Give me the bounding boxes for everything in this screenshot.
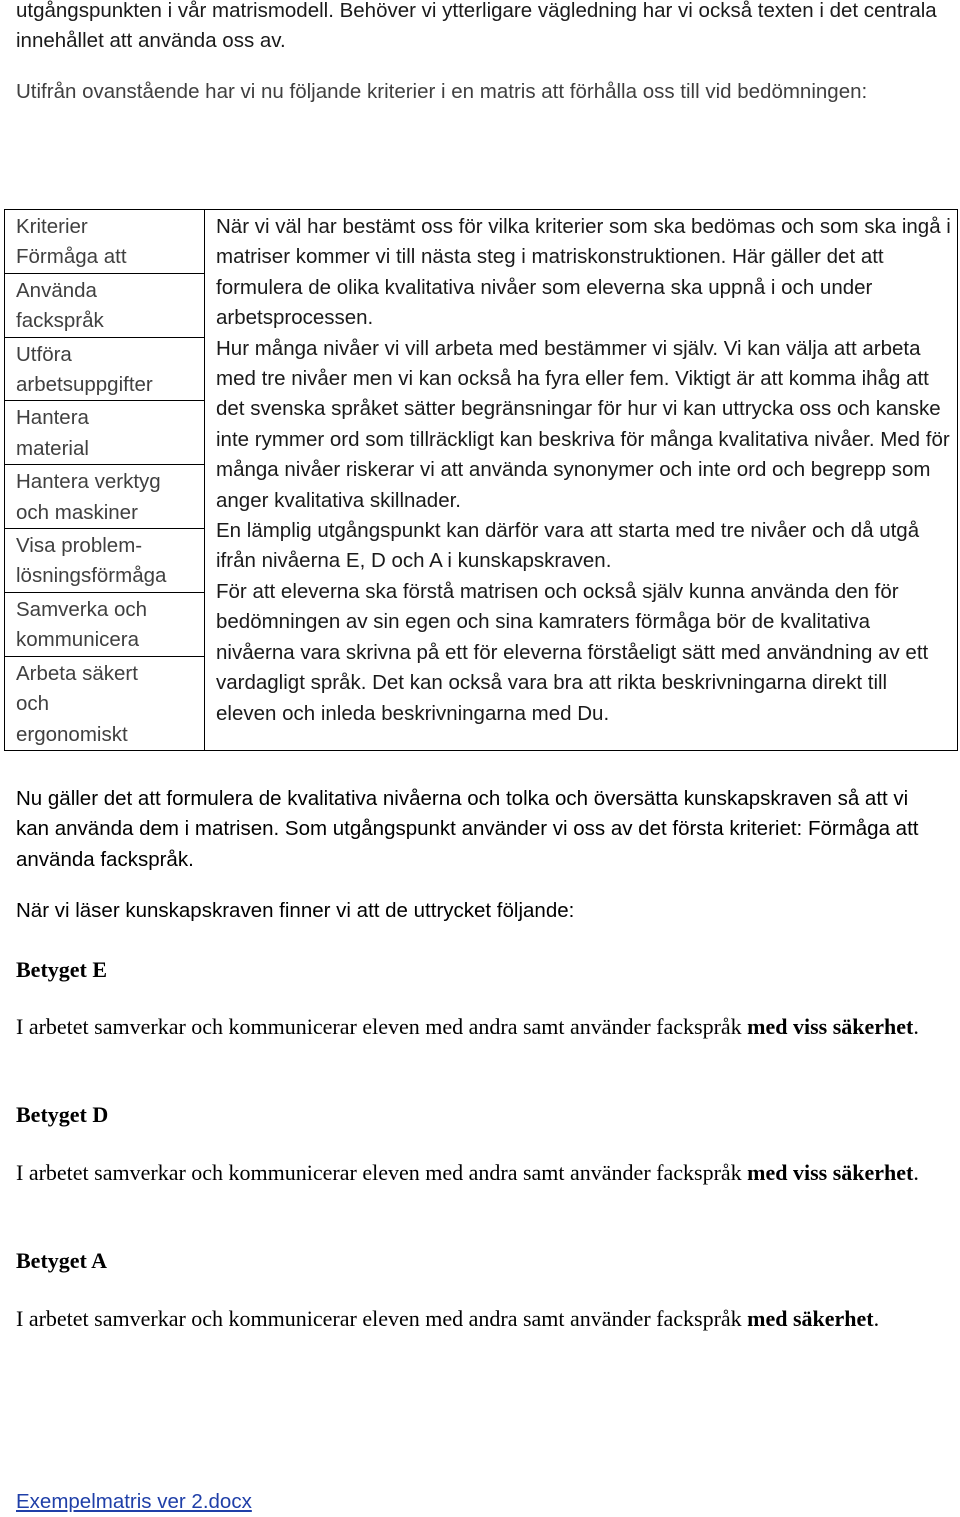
criteria-matrix-table [4, 209, 958, 751]
criterion-line: kommunicera [16, 628, 140, 652]
grade-d-emphasis: med viss säkerhet [747, 1160, 914, 1185]
description-paragraph-2: Hur många nivåer vi vill arbeta med bestämmer vi själv. Vi kan välja att arbeta med tre nivåer men vi kan också ha fyra eller fem. Viktigt är att komma ihåg att det svenska språket sätter begränsningar för hur vi kan uttrycka oss och kanske inte rymmer ord som tillräckligt kan beskriva för många kvalitativa nivåer. Med för många nivåer riskerar vi att använda synonymer och inte ord och begrepp som anger kvalitativa skillnader. [216, 336, 950, 512]
grade-a-body: I arbetet samverkar och kommunicerar eleven med andra samt använder fackspråk [16, 1306, 748, 1331]
grade-e-body: I arbetet samverkar och kommunicerar eleven med andra samt använder fackspråk [16, 1014, 748, 1039]
criterion-line: Utföra [16, 342, 72, 366]
criterion-line: Samverka och [16, 597, 148, 621]
criterion-line: arbetsuppgifter [16, 373, 153, 397]
grade-d-heading: Betyget D [16, 1102, 109, 1127]
criterion-samverka-kommunicera [5, 592, 205, 656]
criterion-anvanda-facksprak [5, 273, 205, 337]
grade-a-period: . [873, 1306, 880, 1331]
grade-d-text [16, 1158, 946, 1188]
criterion-line: fackspråk [16, 309, 104, 333]
grade-e-text [16, 1012, 946, 1042]
grade-a-text [16, 1304, 946, 1334]
paragraph-kvalitativa-nivaer: Nu gäller det att formulera de kvalitativa nivåerna och tolka och översätta kunskapskraven så att vi kan använda dem i matrisen. Som utgångspunkt använder vi oss av det första kriteriet: Förmåga att använda fackspråk. [16, 787, 919, 871]
intro-paragraph-2: Utifrån ovanstående har vi nu följande kriterier i en matris att förhålla oss till vid bedömningen: [16, 80, 868, 103]
grade-e-period: . [913, 1014, 919, 1039]
grade-d-period: . [913, 1160, 919, 1185]
criterion-line: Arbeta säkert [16, 661, 138, 685]
criterion-line: Hantera verktyg [16, 470, 161, 494]
criteria-description-cell [205, 210, 958, 751]
criterion-line: och [16, 692, 50, 716]
description-paragraph-4: För att eleverna ska förstå matrisen och också själv kunna använda den för bedömningen av sin egen och sina kamraters förmåga bör de kvalitativa nivåerna vara skrivna på ett för eleverna förståeligt sätt med användning av ett vardagligt språk. Det kan också vara bra att rikta beskrivningarna direkt till eleven och inleda beskrivningarna med Du. [216, 579, 929, 725]
description-paragraph-1: När vi väl har bestämt oss för vilka kriterier som ska bedömas och som ska ingå i matriser kommer vi till nästa steg i matriskonstruktionen. Här gäller det att formulera de olika kvalitativa nivåer som eleverna ska uppnå i och under arbetsprocessen. [216, 215, 951, 330]
criteria-header-cell [5, 210, 205, 274]
criterion-hantera-verktyg [5, 465, 205, 529]
criterion-hantera-material [5, 401, 205, 465]
criterion-utfora-arbetsuppgifter [5, 337, 205, 401]
criterion-line: lösningsförmåga [16, 564, 167, 588]
paragraph-kunskapskraven: När vi läser kunskapskraven finner vi att de uttrycket följande: [16, 899, 575, 922]
criterion-line: Visa problem- [16, 534, 143, 558]
criterion-line: Hantera [16, 406, 89, 430]
criteria-header-line-1: Kriterier [16, 215, 88, 238]
description-paragraph-3: En lämplig utgångspunkt kan därför vara att starta med tre nivåer och då utgå ifrån nivåerna E, D och A i kunskapskraven. [216, 519, 920, 573]
criterion-line: material [16, 436, 89, 460]
grade-a-emphasis: med säkerhet [747, 1306, 874, 1331]
criteria-header-line-2: Förmåga att [16, 245, 127, 269]
criterion-line: Använda [16, 278, 97, 302]
grade-e-heading: Betyget E [16, 957, 108, 982]
criterion-arbeta-sakert [5, 656, 205, 750]
intro-paragraph-1: utgångspunkten i vår matrismodell. Behöver vi ytterligare vägledning har vi också texten i det centrala innehållet att använda oss av. [16, 0, 937, 53]
criterion-problemlosning [5, 529, 205, 593]
grade-e-emphasis: med viss säkerhet [747, 1014, 914, 1039]
criterion-line: ergonomiskt [16, 722, 128, 746]
document-link[interactable]: Exempelmatris ver 2.docx [16, 1490, 252, 1513]
criterion-line: och maskiner [16, 500, 138, 524]
grade-d-body: I arbetet samverkar och kommunicerar eleven med andra samt använder fackspråk [16, 1160, 748, 1185]
grade-a-heading: Betyget A [16, 1248, 108, 1273]
